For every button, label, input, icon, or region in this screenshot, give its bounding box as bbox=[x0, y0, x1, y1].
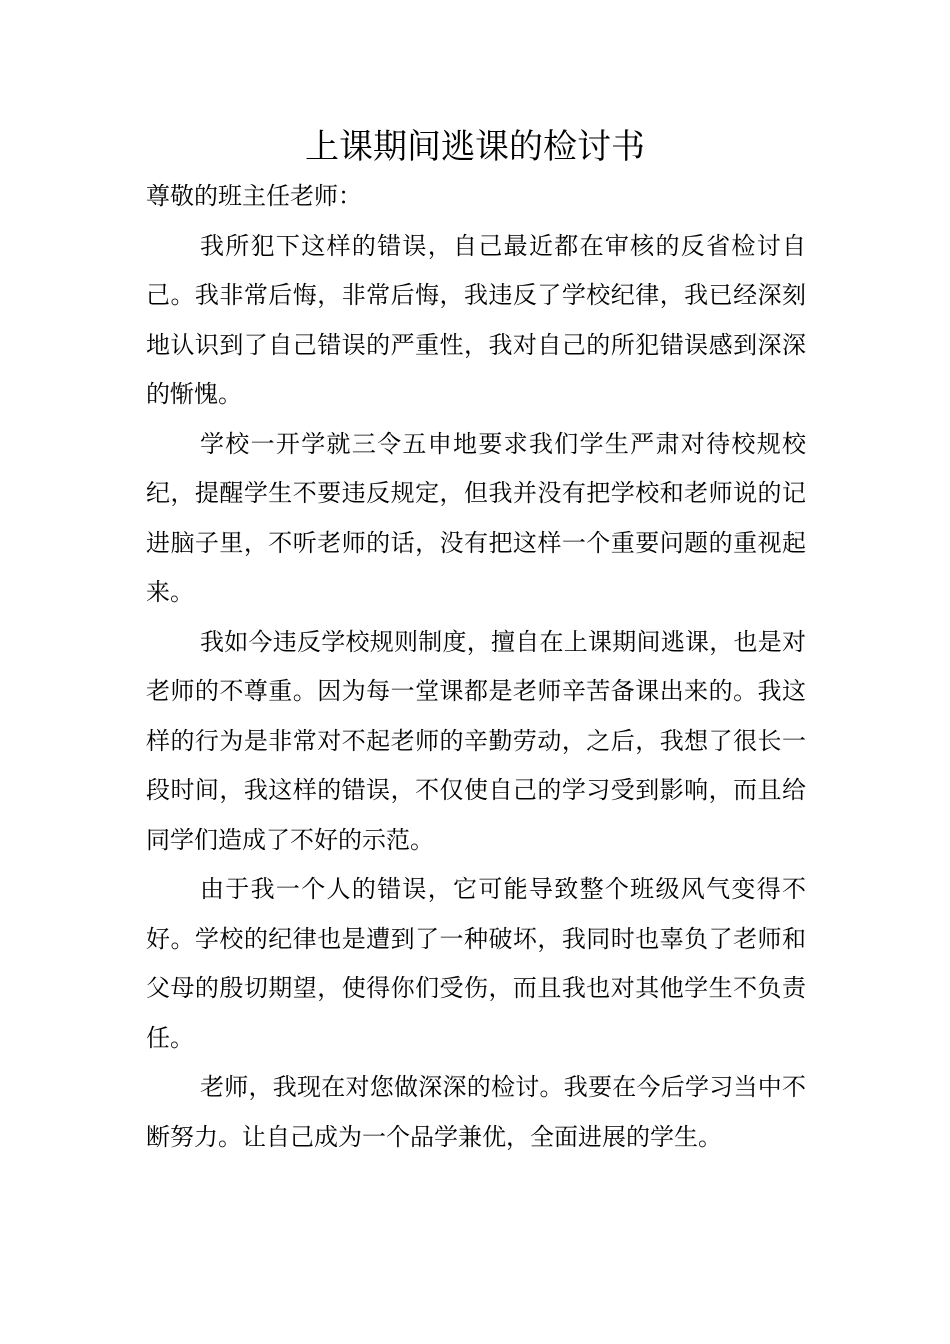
paragraph-5: 老师，我现在对您做深深的检讨。我要在今后学习当中不断努力。让自己成为一个品学兼优，全面进展的学生。 bbox=[146, 1073, 806, 1151]
paragraph-1: 我所犯下这样的错误，自己最近都在审核的反省检讨自己。我非常后悔，非常后悔，我违反了学校纪律，我已经深刻地认识到了自己错误的严重性，我对自己的所犯错误感到深深的惭愧。 bbox=[146, 231, 806, 408]
paragraph-4: 由于我一个人的错误，它可能导致整个班级风气变得不好。学校的纪律也是遭到了一种破坏，我同时也辜负了老师和父母的殷切期望，使得你们受伤，而且我也对其他学生不负责任。 bbox=[146, 875, 806, 1052]
document-title: 上课期间逃课的检讨书 bbox=[305, 127, 645, 167]
paragraph-3: 我如今违反学校规则制度，擅自在上课期间逃课，也是对老师的不尊重。因为每一堂课都是老师辛苦备课出来的。我这样的行为是非常对不起老师的辛勤劳动，之后，我想了很长一段时间，我这样的错误，不仅使自己的学习受到影响，而且给同学们造成了不好的示范。 bbox=[146, 627, 806, 854]
salutation: 尊敬的班主任老师： bbox=[146, 182, 362, 210]
document-body bbox=[146, 172, 806, 1162]
paragraph-2: 学校一开学就三令五申地要求我们学生严肃对待校规校纪，提醒学生不要违反规定，但我并没有把学校和老师说的记进脑子里，不听老师的话，没有把这样一个重要问题的重视起来。 bbox=[146, 429, 806, 606]
